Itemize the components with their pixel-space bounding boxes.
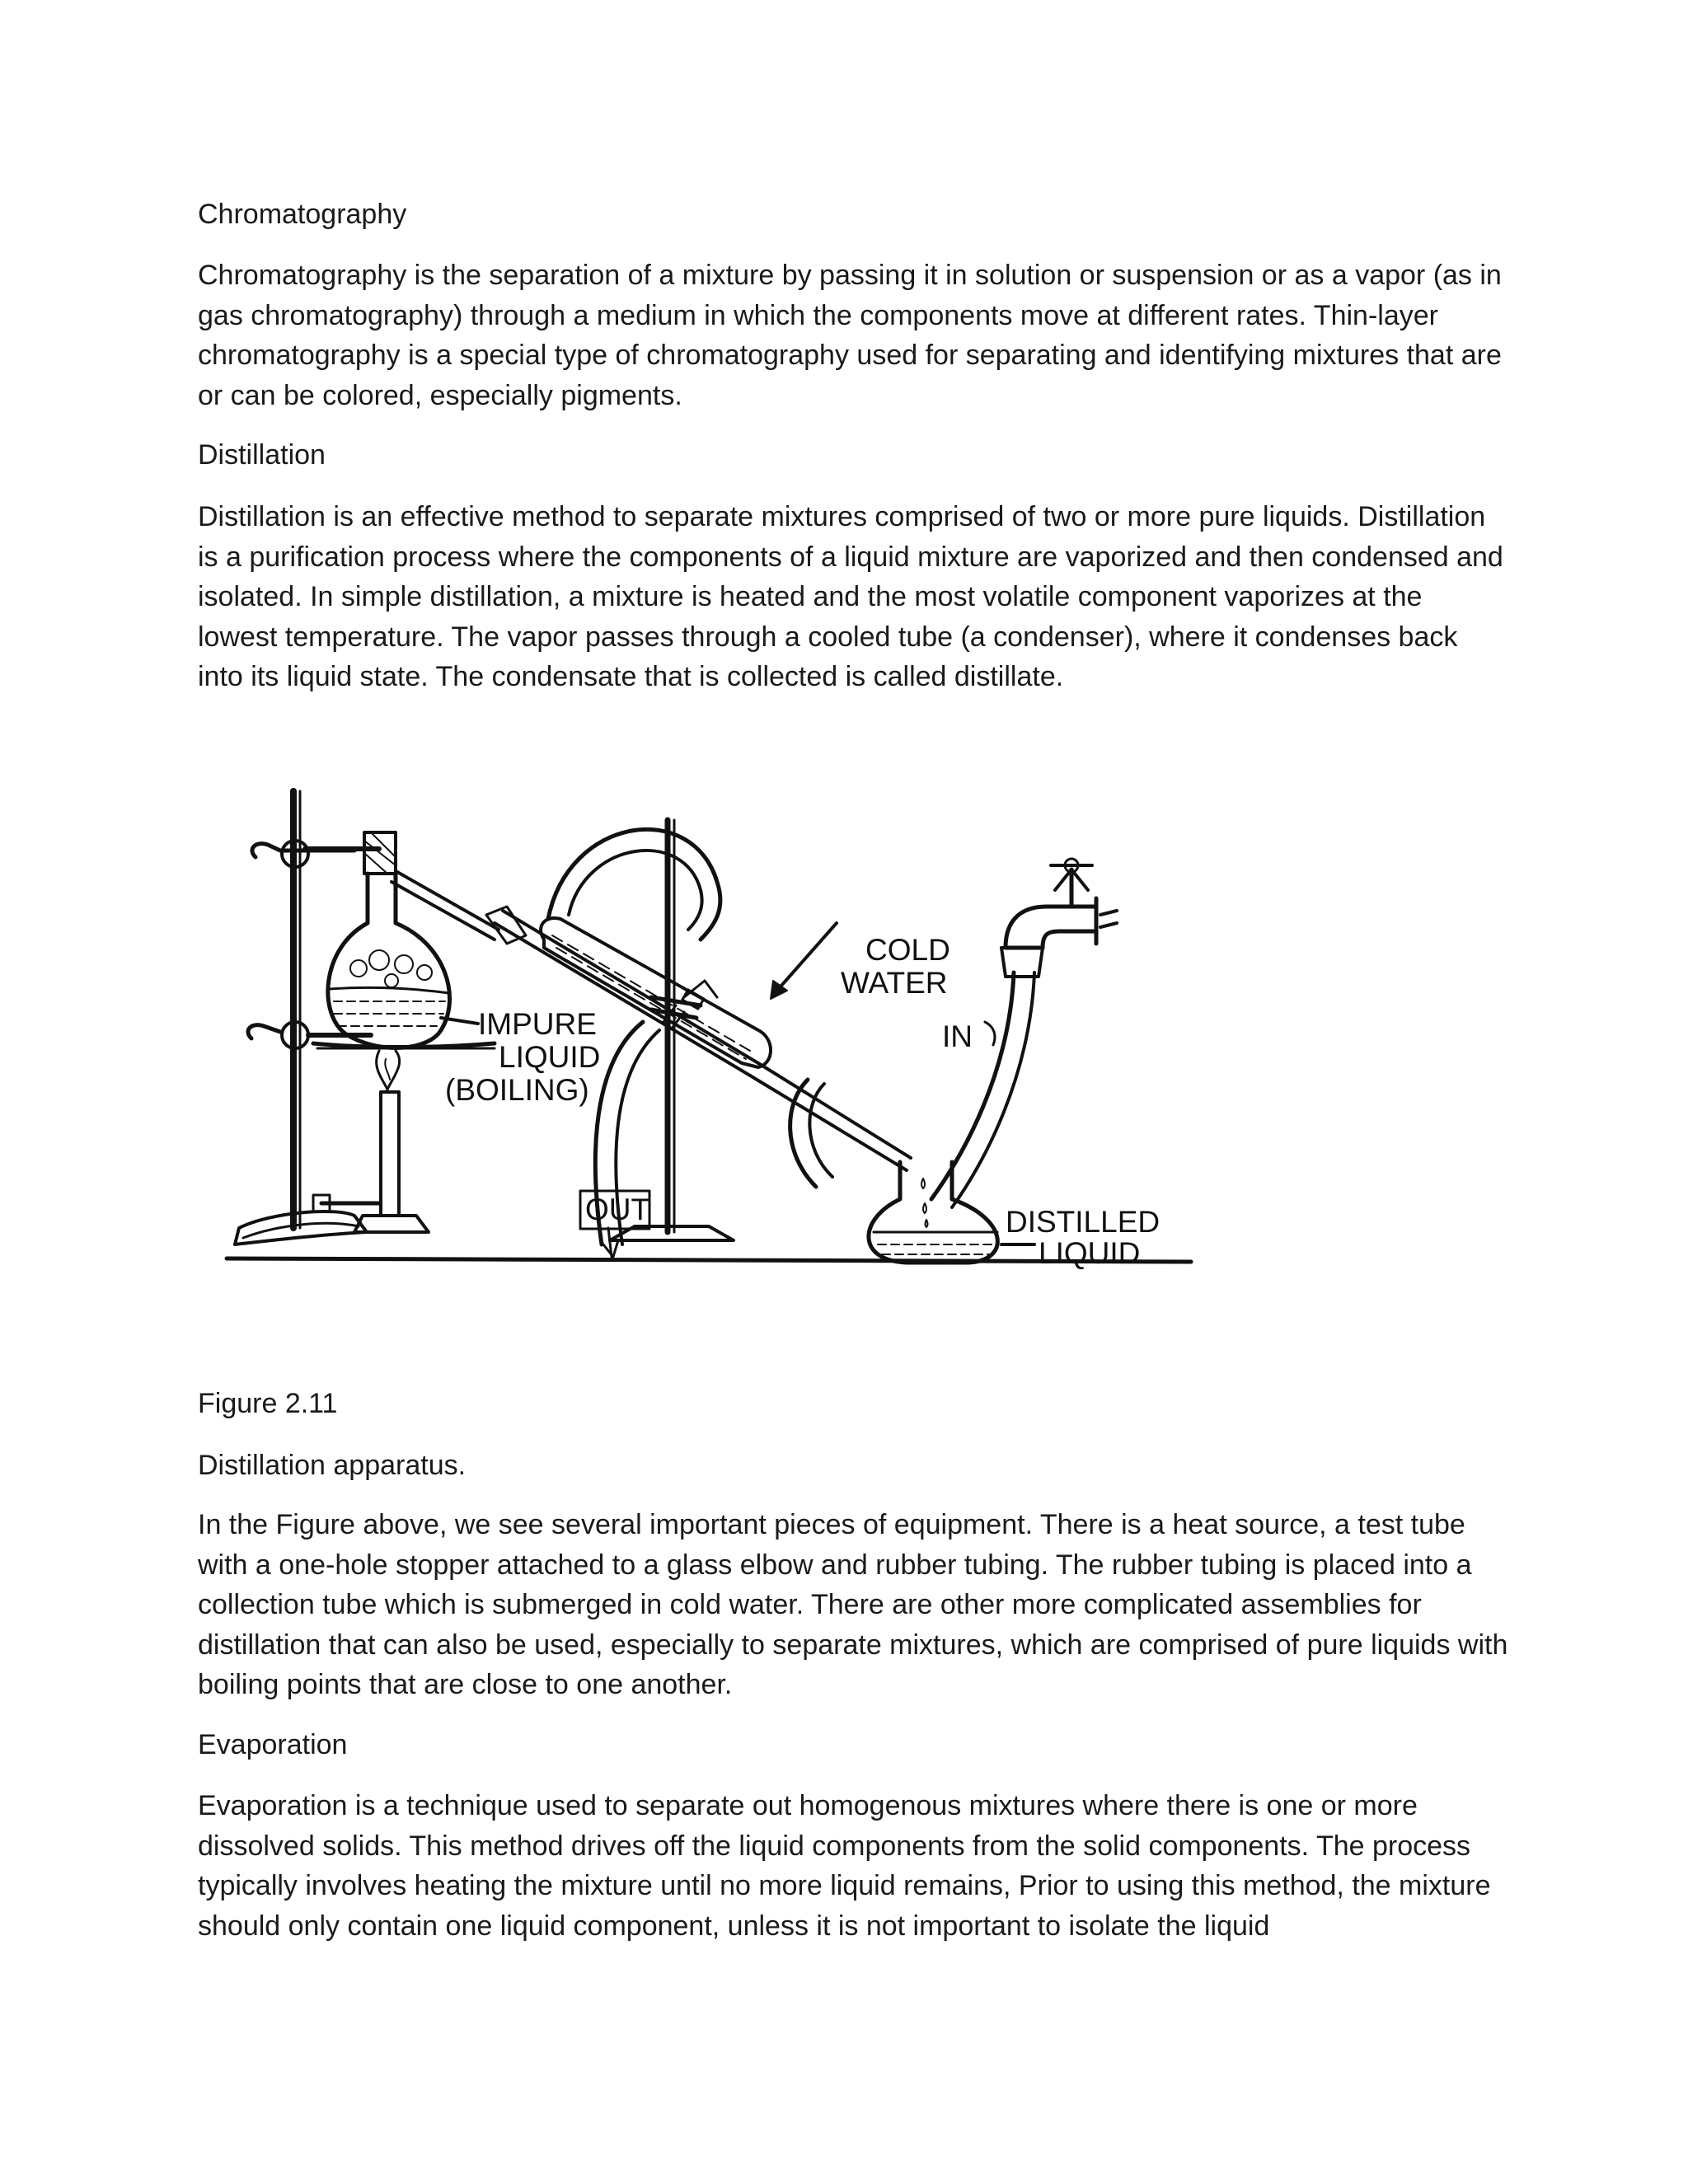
boiling-flask (328, 832, 499, 1047)
figure-number: Figure 2.11 (198, 1388, 338, 1419)
pointer-in (985, 1022, 995, 1045)
paragraph-figure-description: In the Figure above, we see several important pieces of equipment. There is a heat source, a test tube with a one-hole stopper attached to a glass elbow and rubber tubing. The rubber tubing is placed into a collection tube which is submerged in cold water. There are other more complicated assemblies for distillation that can also be used, especially to separate mixtures, which are comprised of pure liquids with boiling points that are close to one another. (198, 1509, 1508, 1700)
label-distilled-liquid: LIQUID (1039, 1236, 1141, 1270)
label-in: IN (942, 1019, 973, 1053)
heading-distillation: Distillation (198, 439, 326, 471)
label-liquid: LIQUID (499, 1040, 601, 1074)
paragraph-chromatography: Chromatography is the separation of a mixture by passing it in solution or suspension or as a vapor (as in gas chromatography) through a medium in which the components move at different rates. Thin-layer chromatography is a special type of chromatography used for separating and identifying mixtures that are or can be colored, especially pigments. (198, 260, 1502, 411)
distillation-apparatus-figure (223, 783, 1220, 1294)
paragraph-evaporation: Evaporation is a technique used to separate out homogenous mixtures where there is one or more dissolved solids. This method drives off the liquid components from the solid components. The process typically involves heating the mixture until no more liquid remains, Prior to using this method, the mixture should only contain one liquid component, unless it is not important to isolate the liquid (198, 1790, 1491, 1942)
label-boiling: (BOILING) (445, 1073, 589, 1107)
label-cold: COLD (865, 933, 950, 967)
heading-chromatography: Chromatography (198, 199, 407, 230)
receiving-flask (869, 1162, 997, 1263)
pointer-cold-water (775, 923, 837, 993)
label-distilled: DISTILLED (1006, 1205, 1160, 1239)
paragraph-distillation: Distillation is an effective method to separate mixtures comprised of two or more pure liquids. Distillation is a purification process where the components of a liquid mixture are vaporized and then condensed and isolated. In simple distillation, a mixture is heated and the most volatile component vaporizes at the lowest temperature. The vapor passes through a cooled tube (a condenser), where it condenses back into its liquid state. The condensate that is collected is called distillate. (198, 501, 1503, 692)
heading-evaporation: Evaporation (198, 1729, 348, 1760)
label-impure: IMPURE (478, 1007, 597, 1041)
label-water: WATER (841, 966, 948, 1000)
bunsen-burner (313, 1051, 429, 1232)
figure-caption: Distillation apparatus. (198, 1450, 467, 1481)
water-faucet (1001, 859, 1117, 977)
label-out: OUT (585, 1193, 650, 1226)
